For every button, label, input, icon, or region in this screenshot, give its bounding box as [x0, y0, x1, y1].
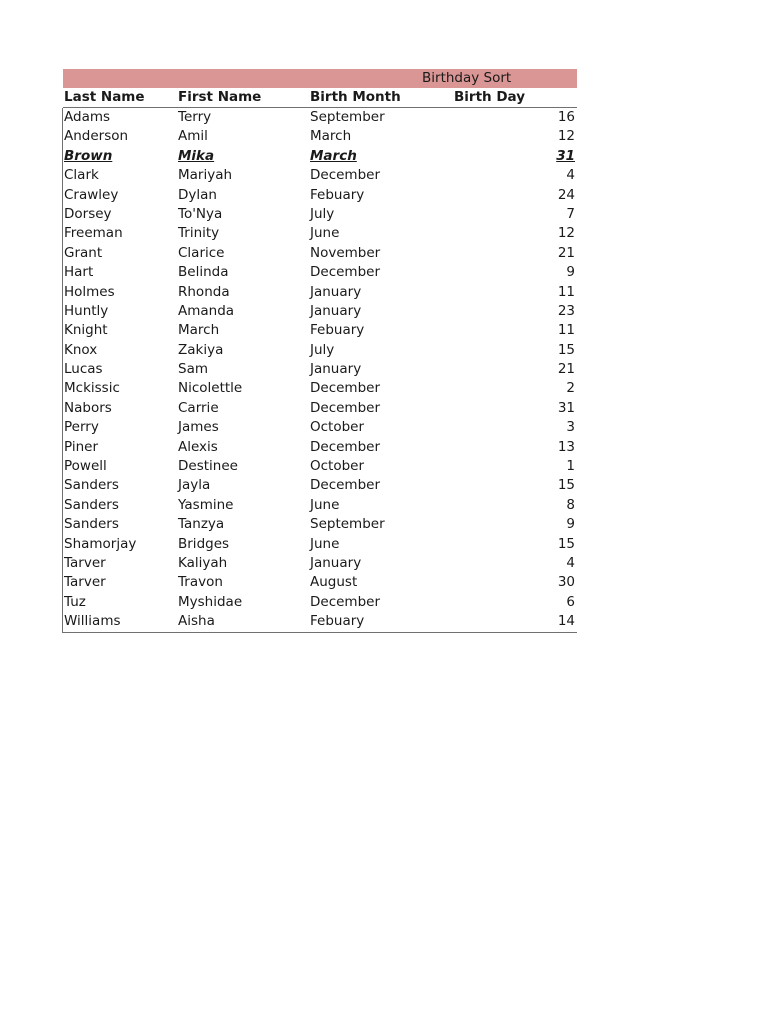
- cell-last-name: Anderson: [64, 128, 129, 145]
- table-row: [63, 283, 577, 302]
- table-row: [63, 186, 577, 205]
- table-row: [63, 593, 577, 612]
- cell-birth-month: December: [310, 264, 381, 281]
- cell-birth-day: 16: [557, 109, 575, 125]
- table-row: [63, 321, 577, 340]
- cell-birth-month: December: [310, 380, 381, 397]
- cell-first-name: Sam: [178, 361, 208, 378]
- table-row: [63, 244, 577, 263]
- cell-birth-month: October: [310, 458, 365, 475]
- table-title: Birthday Sort: [422, 70, 512, 86]
- cell-birth-month: June: [310, 496, 340, 513]
- table-row: [63, 476, 577, 495]
- cell-birth-day: 2: [566, 380, 575, 397]
- cell-birth-month: January: [310, 554, 362, 571]
- cell-birth-day: 4: [566, 167, 575, 184]
- table-row: [63, 205, 577, 224]
- cell-first-name: Kaliyah: [178, 554, 228, 571]
- table-row: [63, 515, 577, 534]
- title-bar: [63, 69, 577, 88]
- cell-birth-month: Febuary: [310, 186, 365, 203]
- table-row: [63, 263, 577, 282]
- cell-birth-month: August: [310, 574, 358, 591]
- table-row: [63, 438, 577, 457]
- cell-birth-day: 15: [557, 341, 575, 358]
- table-body: [62, 108, 577, 633]
- cell-last-name: Tuz: [64, 593, 86, 610]
- table-row: [63, 399, 577, 418]
- cell-birth-day: 4: [566, 554, 575, 571]
- cell-birth-day: 1: [566, 458, 575, 475]
- cell-first-name: Amil: [178, 128, 208, 145]
- table-row: [63, 496, 577, 515]
- cell-birth-month: March: [310, 147, 357, 164]
- cell-birth-day: 12: [557, 128, 575, 145]
- cell-last-name: Adams: [64, 109, 111, 125]
- cell-first-name: Trinity: [178, 225, 220, 242]
- cell-last-name: Knight: [64, 322, 108, 339]
- cell-birth-day: 21: [557, 361, 575, 378]
- header-birth-day: Birth Day: [454, 89, 526, 105]
- table-row: [63, 166, 577, 185]
- cell-last-name: Grant: [64, 244, 103, 261]
- cell-birth-day: 15: [557, 535, 575, 552]
- cell-first-name: Zakiya: [178, 341, 224, 358]
- cell-birth-day: 13: [557, 438, 575, 455]
- cell-last-name: Shamorjay: [64, 535, 137, 552]
- cell-last-name: Piner: [64, 438, 99, 455]
- cell-birth-month: Febuary: [310, 613, 365, 630]
- cell-first-name: Destinee: [178, 458, 238, 475]
- cell-first-name: Alexis: [178, 438, 218, 455]
- cell-birth-day: 11: [557, 283, 575, 300]
- cell-first-name: Aisha: [178, 613, 215, 630]
- cell-birth-month: December: [310, 477, 381, 494]
- table-row: [63, 302, 577, 321]
- cell-birth-month: June: [310, 225, 340, 242]
- cell-birth-month: December: [310, 593, 381, 610]
- cell-birth-month: January: [310, 302, 362, 319]
- cell-last-name: Mckissic: [64, 380, 120, 397]
- cell-last-name: Crawley: [64, 186, 119, 203]
- cell-birth-day: 8: [566, 496, 575, 513]
- cell-birth-month: January: [310, 283, 362, 300]
- table-row: [63, 147, 577, 166]
- cell-birth-day: 23: [557, 302, 575, 319]
- cell-birth-month: November: [310, 244, 381, 261]
- table-row: [63, 418, 577, 437]
- cell-last-name: Dorsey: [64, 205, 112, 222]
- cell-first-name: Bridges: [178, 535, 230, 552]
- cell-birth-day: 21: [557, 244, 575, 261]
- cell-first-name: James: [178, 419, 219, 436]
- cell-birth-month: March: [310, 128, 352, 145]
- header-birth-month: Birth Month: [310, 89, 401, 105]
- cell-birth-day: 12: [557, 225, 575, 242]
- cell-birth-month: December: [310, 438, 381, 455]
- cell-last-name: Perry: [64, 419, 99, 436]
- cell-last-name: Tarver: [64, 554, 106, 571]
- cell-first-name: Nicolettle: [178, 380, 243, 397]
- cell-first-name: To'Nya: [178, 205, 223, 222]
- cell-birth-month: October: [310, 419, 365, 436]
- cell-first-name: Myshidae: [178, 593, 243, 610]
- cell-birth-day: 14: [557, 613, 575, 630]
- cell-birth-month: December: [310, 399, 381, 416]
- table-row: [63, 573, 577, 592]
- cell-birth-day: 11: [557, 322, 575, 339]
- cell-first-name: March: [178, 322, 220, 339]
- cell-last-name: Powell: [64, 458, 107, 475]
- cell-first-name: Clarice: [178, 244, 225, 261]
- cell-last-name: Williams: [64, 613, 121, 630]
- cell-birth-month: September: [310, 516, 385, 533]
- cell-last-name: Clark: [64, 167, 99, 184]
- cell-birth-day: 15: [557, 477, 575, 494]
- cell-first-name: Terry: [178, 109, 212, 125]
- cell-birth-day: 24: [557, 186, 575, 203]
- cell-birth-day: 30: [557, 574, 575, 591]
- cell-last-name: Hart: [64, 264, 94, 281]
- cell-first-name: Tanzya: [178, 516, 225, 533]
- cell-birth-day: 9: [566, 264, 575, 281]
- table-row: [63, 108, 577, 127]
- cell-first-name: Rhonda: [178, 283, 230, 300]
- header-last-name: Last Name: [64, 89, 145, 105]
- cell-last-name: Brown: [64, 147, 113, 164]
- cell-first-name: Carrie: [178, 399, 219, 416]
- cell-first-name: Travon: [178, 574, 223, 591]
- cell-last-name: Lucas: [64, 361, 103, 378]
- cell-birth-month: June: [310, 535, 340, 552]
- cell-last-name: Sanders: [64, 516, 119, 533]
- table-row: [63, 535, 577, 554]
- cell-last-name: Nabors: [64, 399, 112, 416]
- cell-last-name: Freeman: [64, 225, 123, 242]
- cell-first-name: Jayla: [178, 477, 211, 494]
- cell-first-name: Yasmine: [178, 496, 234, 513]
- cell-birth-month: January: [310, 361, 362, 378]
- cell-birth-month: July: [310, 205, 335, 222]
- table-row: [63, 554, 577, 573]
- cell-birth-day: 31: [557, 399, 575, 416]
- cell-last-name: Huntly: [64, 302, 109, 319]
- table-row: [63, 341, 577, 360]
- table-row: [63, 379, 577, 398]
- cell-last-name: Sanders: [64, 477, 119, 494]
- cell-birth-month: December: [310, 167, 381, 184]
- cell-first-name: Mika: [178, 147, 215, 164]
- table-row: [63, 457, 577, 476]
- cell-birth-month: September: [310, 109, 385, 125]
- table-row: [63, 224, 577, 243]
- cell-first-name: Belinda: [178, 264, 229, 281]
- cell-birth-month: Febuary: [310, 322, 365, 339]
- cell-first-name: Dylan: [178, 186, 217, 203]
- cell-birth-day: 3: [566, 419, 575, 436]
- cell-birth-month: July: [310, 341, 335, 358]
- cell-last-name: Sanders: [64, 496, 119, 513]
- cell-first-name: Amanda: [178, 302, 235, 319]
- cell-last-name: Holmes: [64, 283, 115, 300]
- header-row: [63, 88, 577, 108]
- cell-first-name: Mariyah: [178, 167, 233, 184]
- cell-birth-day: 7: [566, 205, 575, 222]
- cell-birth-day: 9: [566, 516, 575, 533]
- table-row: [63, 360, 577, 379]
- cell-last-name: Knox: [64, 341, 98, 358]
- birthday-table: [63, 69, 577, 633]
- cell-birth-day: 31: [556, 147, 575, 164]
- header-first-name: First Name: [178, 89, 262, 105]
- cell-birth-day: 6: [566, 593, 575, 610]
- table-row: [63, 127, 577, 146]
- table-row: [63, 612, 577, 631]
- cell-last-name: Tarver: [64, 574, 106, 591]
